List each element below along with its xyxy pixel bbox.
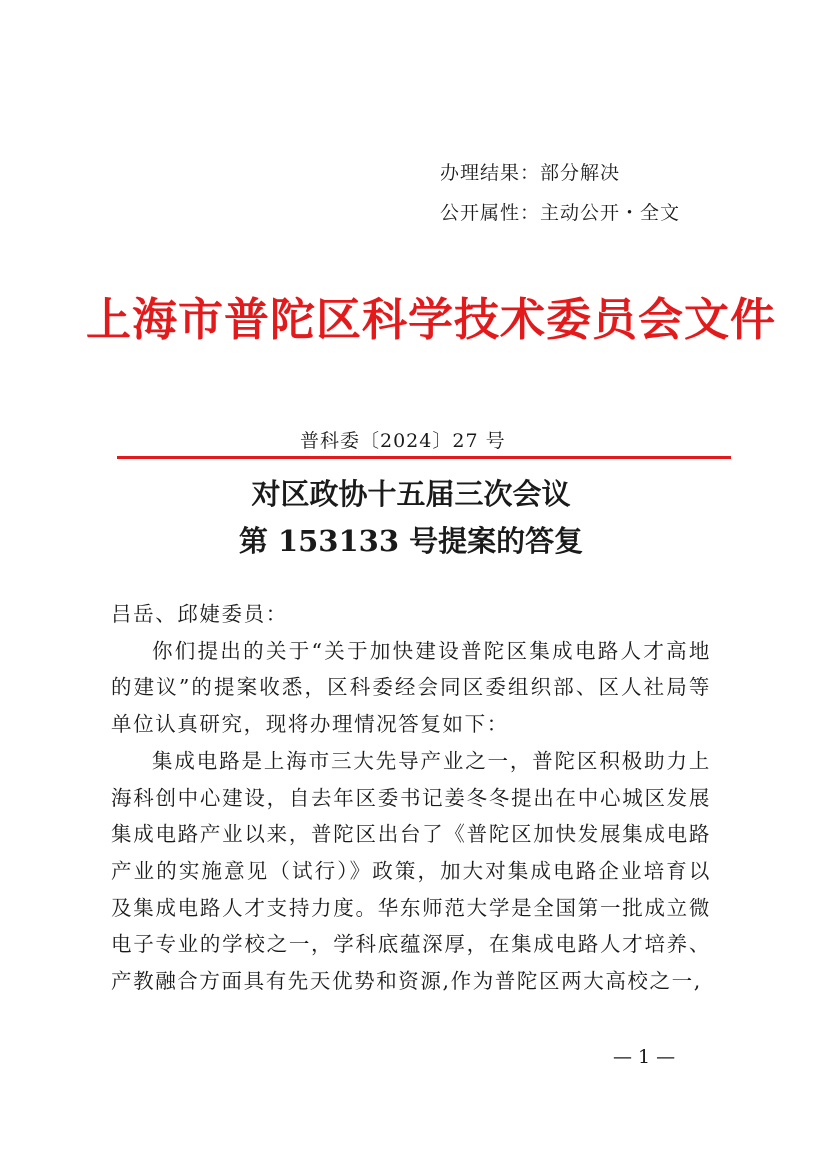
document-number: 普科委〔2024〕27 号 (300, 430, 506, 452)
salutation: 吕岳、邱婕委员： (111, 602, 288, 626)
body-paragraph: 你们提出的关于“关于加快建设普陀区集成电路人才高地的建议”的提案收悉，区科委经会同区委组织部、区人社局等单位认真研究，现将办理情况答复如下： (111, 638, 711, 737)
document-title-line-1: 对区政协十五届三次会议 (251, 477, 571, 511)
document-body (111, 596, 711, 1000)
page-number: — 1 — (613, 1046, 676, 1068)
handling-result: 办理结果：部分解决 (440, 162, 621, 184)
document-title-line-2: 第 153133 号提案的答复 (238, 524, 584, 558)
disclosure-attribute: 公开属性：主动公开・全文 (440, 202, 681, 224)
red-divider-line (117, 456, 731, 459)
body-paragraph: 集成电路是上海市三大先导产业之一，普陀区积极助力上海科创中心建设，自去年区委书记姜冬冬提出在中心城区发展集成电路产业以来，普陀区出台了《普陀区加快发展集成电路产业的实施意见（试行）》政策，加大对集成电路企业培育以及集成电路人才支持力度。华东师范大学是全国第一批成立微电子专业的学校之一，学科底蕴深厚，在集成电路人才培养、产教融合方面具有先天优势和资源,作为普陀区两大高校之一, (111, 748, 711, 994)
issuing-organization-title: 上海市普陀区科学技术委员会文件 (85, 293, 776, 346)
